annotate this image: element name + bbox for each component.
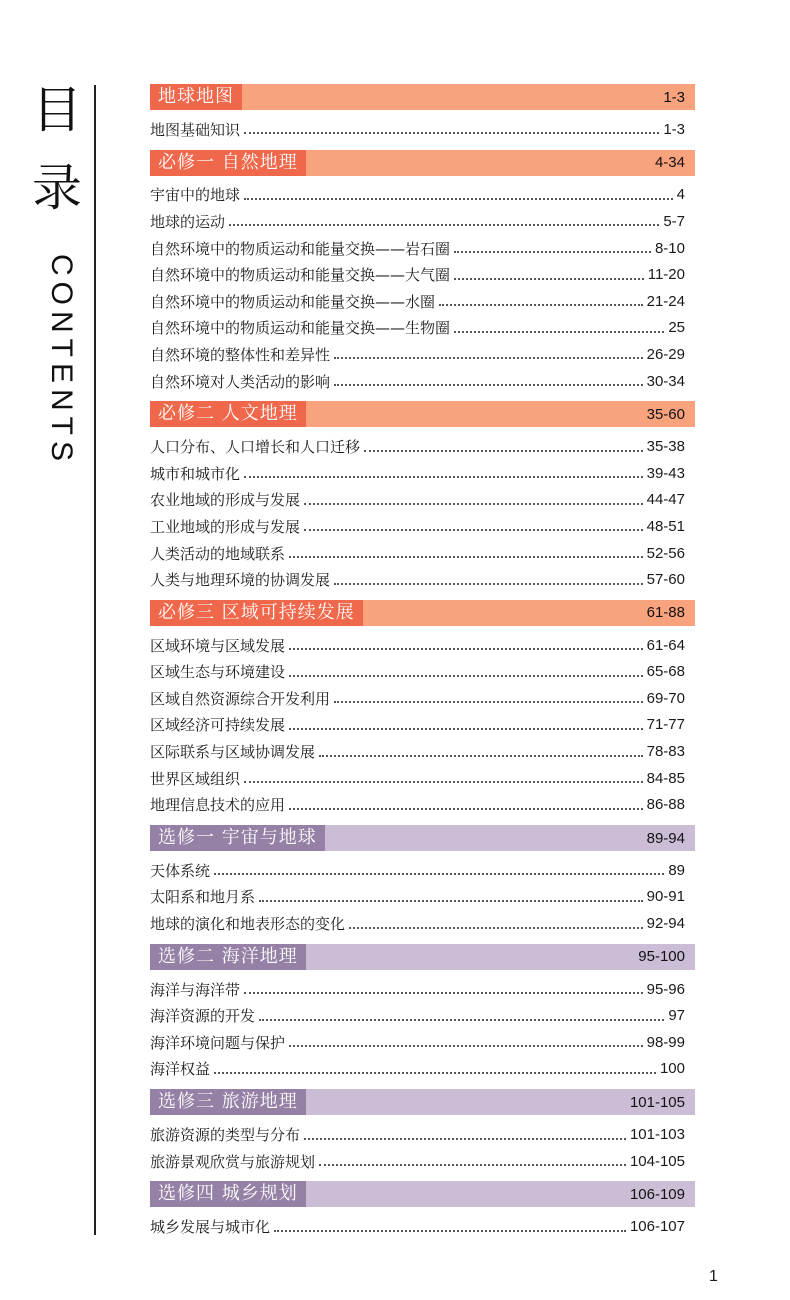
- entry-title: 自然环境中的物质运动和能量交换——水圈: [150, 292, 436, 311]
- entry-pages: 61-64: [646, 636, 685, 654]
- toc-entry[interactable]: [150, 659, 695, 686]
- vertical-divider: [94, 85, 96, 1235]
- section-title: 必修二 人文地理: [150, 401, 306, 427]
- dot-leader: [289, 556, 643, 558]
- entry-title: 旅游景观欣赏与旅游规划: [150, 1152, 316, 1171]
- entry-pages: 97: [668, 1007, 685, 1025]
- toc-entry[interactable]: [150, 540, 695, 567]
- dot-leader: [289, 648, 643, 650]
- toc-entry[interactable]: [150, 433, 695, 460]
- entry-title: 世界区域组织: [150, 769, 241, 788]
- entry-pages: 5-7: [663, 212, 685, 230]
- entry-title: 工业地域的形成与发展: [150, 517, 301, 536]
- section-title: 必修三 区域可持续发展: [150, 600, 363, 626]
- dot-leader: [454, 331, 664, 333]
- toc-entry[interactable]: [150, 341, 695, 368]
- dot-leader: [334, 583, 643, 585]
- dot-leader: [319, 1164, 626, 1166]
- entry-title: 地图基础知识: [150, 120, 241, 139]
- dot-leader: [289, 728, 643, 730]
- entry-title: 旅游资源的类型与分布: [150, 1126, 301, 1145]
- section-title: 选修一 宇宙与地球: [150, 825, 325, 851]
- dot-leader: [304, 529, 643, 531]
- entry-title: 人类与地理环境的协调发展: [150, 571, 331, 590]
- table-of-contents: [150, 84, 695, 1240]
- dot-leader: [214, 1072, 656, 1074]
- entry-pages: 71-77: [646, 716, 685, 734]
- entry-pages: 69-70: [646, 689, 685, 707]
- entry-pages: 106-107: [629, 1218, 685, 1236]
- toc-entry[interactable]: [150, 208, 695, 235]
- entry-pages: 26-29: [646, 345, 685, 363]
- page-number: 1: [709, 1268, 718, 1285]
- entry-pages: 84-85: [646, 769, 685, 787]
- entry-pages: 30-34: [646, 372, 685, 390]
- dot-leader: [334, 701, 643, 703]
- entry-title: 天体系统: [150, 861, 211, 880]
- section-pages: 4-34: [654, 154, 685, 172]
- entry-title: 自然环境中的物质运动和能量交换——岩石圈: [150, 239, 451, 258]
- entry-title: 自然环境的整体性和差异性: [150, 345, 331, 364]
- entry-pages: 100: [659, 1060, 685, 1078]
- entry-pages: 8-10: [654, 239, 685, 257]
- entry-pages: 89: [668, 861, 685, 879]
- entry-title: 农业地域的形成与发展: [150, 491, 301, 510]
- dot-leader: [334, 384, 643, 386]
- dot-leader: [259, 900, 643, 902]
- section-header[interactable]: [150, 944, 695, 970]
- dot-leader: [244, 992, 643, 994]
- entry-title: 自然环境对人类活动的影响: [150, 372, 331, 391]
- entry-title: 区域经济可持续发展: [150, 716, 286, 735]
- section-pages: 35-60: [646, 405, 685, 423]
- dot-leader: [364, 450, 643, 452]
- entry-pages: 92-94: [646, 915, 685, 933]
- dot-leader: [244, 132, 659, 134]
- toc-entry[interactable]: [150, 1056, 695, 1083]
- toc-entry[interactable]: [150, 1002, 695, 1029]
- section-title: 地球地图: [150, 84, 242, 110]
- section-header[interactable]: [150, 401, 695, 427]
- entry-title: 城市和城市化: [150, 464, 241, 483]
- toc-entry[interactable]: [150, 738, 695, 765]
- toc-entry[interactable]: [150, 182, 695, 209]
- toc-entry[interactable]: [150, 315, 695, 342]
- dot-leader: [439, 304, 643, 306]
- entry-pages: 104-105: [629, 1152, 685, 1170]
- entry-pages: 48-51: [646, 517, 685, 535]
- dot-leader: [274, 1230, 626, 1232]
- toc-entry[interactable]: [150, 632, 695, 659]
- entry-title: 区域自然资源综合开发利用: [150, 689, 331, 708]
- dot-leader: [259, 1019, 664, 1021]
- section-title: 选修二 海洋地理: [150, 944, 306, 970]
- entry-title: 区际联系与区域协调发展: [150, 743, 316, 762]
- toc-entry[interactable]: [150, 685, 695, 712]
- entry-pages: 98-99: [646, 1033, 685, 1051]
- entry-title: 海洋与海洋带: [150, 980, 241, 999]
- section-pages: 61-88: [646, 604, 685, 622]
- toc-entry[interactable]: [150, 460, 695, 487]
- entry-title: 海洋权益: [150, 1060, 211, 1079]
- toc-entry[interactable]: [150, 976, 695, 1003]
- entry-pages: 35-38: [646, 438, 685, 456]
- section-header[interactable]: [150, 1181, 695, 1207]
- toc-entry[interactable]: [150, 261, 695, 288]
- entry-pages: 95-96: [646, 980, 685, 998]
- entry-title: 海洋资源的开发: [150, 1007, 256, 1026]
- entry-pages: 21-24: [646, 292, 685, 310]
- entry-pages: 1-3: [663, 120, 685, 138]
- entry-title: 宇宙中的地球: [150, 186, 241, 205]
- heading-lu: 录: [32, 159, 82, 217]
- entry-pages: 39-43: [646, 464, 685, 482]
- entry-title: 区域生态与环境建设: [150, 663, 286, 682]
- toc-entry[interactable]: [150, 368, 695, 395]
- section-header[interactable]: [150, 84, 695, 110]
- entry-title: 地球的演化和地表形态的变化: [150, 915, 346, 934]
- entry-title: 太阳系和地月系: [150, 888, 256, 907]
- dot-leader: [304, 1138, 626, 1140]
- dot-leader: [289, 1045, 643, 1047]
- section-title: 必修一 自然地理: [150, 150, 306, 176]
- dot-leader: [454, 251, 651, 253]
- toc-entry[interactable]: [150, 1121, 695, 1148]
- entry-title: 区域环境与区域发展: [150, 636, 286, 655]
- entry-pages: 57-60: [646, 571, 685, 589]
- section-header[interactable]: [150, 1089, 695, 1115]
- dot-leader: [244, 476, 643, 478]
- entry-title: 海洋环境问题与保护: [150, 1033, 286, 1052]
- toc-entry[interactable]: [150, 712, 695, 739]
- section-pages: 89-94: [646, 829, 685, 847]
- entry-pages: 52-56: [646, 544, 685, 562]
- toc-entry[interactable]: [150, 487, 695, 514]
- entry-pages: 11-20: [647, 266, 685, 284]
- section-pages: 106-109: [629, 1185, 685, 1203]
- entry-pages: 86-88: [646, 796, 685, 814]
- toc-entry[interactable]: [150, 1148, 695, 1175]
- dot-leader: [289, 675, 643, 677]
- entry-pages: 78-83: [646, 743, 685, 761]
- toc-entry[interactable]: [150, 765, 695, 792]
- entry-pages: 4: [676, 186, 685, 204]
- heading-contents: CONTENTS: [45, 254, 78, 467]
- toc-entry[interactable]: [150, 884, 695, 911]
- entry-pages: 25: [668, 319, 685, 337]
- dot-leader: [349, 927, 643, 929]
- section-pages: 95-100: [638, 948, 685, 966]
- heading-mu: 目: [32, 81, 82, 139]
- section-header[interactable]: [150, 150, 695, 176]
- section-header[interactable]: [150, 600, 695, 626]
- section-pages: 1-3: [663, 88, 685, 106]
- dot-leader: [229, 224, 659, 226]
- entry-pages: 90-91: [646, 888, 685, 906]
- toc-entry[interactable]: [150, 857, 695, 884]
- entry-title: 自然环境中的物质运动和能量交换——生物圈: [150, 319, 451, 338]
- dot-leader: [334, 357, 643, 359]
- dot-leader: [319, 755, 643, 757]
- entry-title: 城乡发展与城市化: [150, 1218, 271, 1237]
- toc-entry[interactable]: [150, 1029, 695, 1056]
- dot-leader: [454, 278, 644, 280]
- section-title: 选修三 旅游地理: [150, 1089, 306, 1115]
- entry-pages: 44-47: [646, 491, 685, 509]
- dot-leader: [244, 198, 673, 200]
- toc-entry[interactable]: [150, 566, 695, 593]
- section-header[interactable]: [150, 825, 695, 851]
- section-title: 选修四 城乡规划: [150, 1181, 306, 1207]
- entry-title: 地理信息技术的应用: [150, 796, 286, 815]
- toc-entry[interactable]: [150, 235, 695, 262]
- entry-title: 人口分布、人口增长和人口迁移: [150, 438, 361, 457]
- dot-leader: [244, 781, 643, 783]
- entry-title: 自然环境中的物质运动和能量交换——大气圈: [150, 266, 451, 285]
- toc-entry[interactable]: [150, 513, 695, 540]
- toc-entry[interactable]: [150, 288, 695, 315]
- toc-entry[interactable]: [150, 791, 695, 818]
- toc-entry[interactable]: [150, 1213, 695, 1240]
- dot-leader: [214, 873, 664, 875]
- entry-title: 人类活动的地域联系: [150, 544, 286, 563]
- dot-leader: [289, 808, 643, 810]
- toc-entry[interactable]: [150, 116, 695, 143]
- entry-title: 地球的运动: [150, 212, 226, 231]
- toc-entry[interactable]: [150, 910, 695, 937]
- section-pages: 101-105: [629, 1093, 685, 1111]
- dot-leader: [304, 503, 643, 505]
- entry-pages: 65-68: [646, 663, 685, 681]
- entry-pages: 101-103: [629, 1126, 685, 1144]
